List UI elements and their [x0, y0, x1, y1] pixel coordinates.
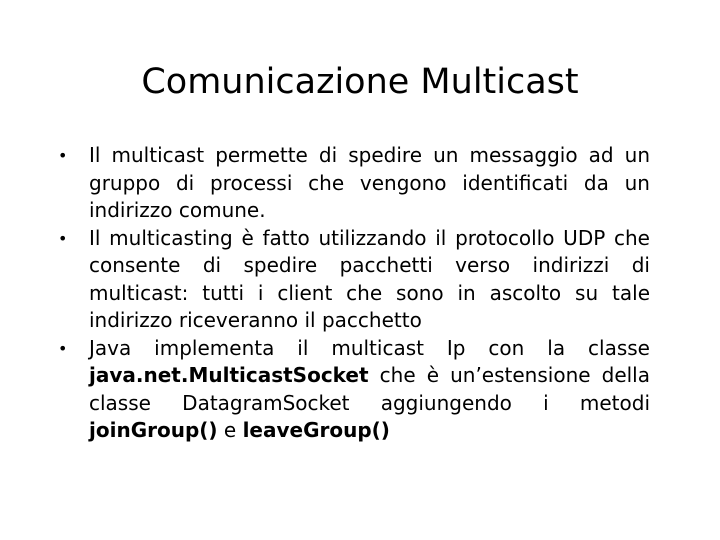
bullet-dot-icon: •: [58, 338, 68, 358]
conjunction: e: [217, 418, 243, 442]
bullet-list: [58, 142, 650, 445]
bullet-text-part1: Java implementa il multicast Ip con la classe: [89, 335, 650, 360]
list-item: [58, 142, 650, 225]
list-item: [58, 225, 650, 335]
bullet-dot-icon: •: [58, 228, 68, 248]
bullet-dot-icon: •: [58, 146, 68, 165]
class-name: java.net.MulticastSocket: [89, 363, 369, 387]
bullet-text: Il multicasting è fatto utilizzando il protocollo UDP che consente di spedire pacchetti verso indirizzi di multicast: tutti i client che sono in ascolto su tale indirizzo riceveranno il pacchetto: [89, 225, 650, 332]
bullet-text-part2: che è un’estensione della classe DatagramSocket aggiungendo i metodi: [89, 363, 650, 415]
bullet-text: Il multicast permette di spedire un messaggio ad un gruppo di processi che vengono identificati da un indirizzo comune.: [89, 143, 650, 222]
list-item: [58, 335, 650, 445]
method-join-group: joinGroup(): [89, 418, 218, 442]
slide-title: Comunicazione Multicast: [141, 62, 579, 102]
method-leave-group: leaveGroup(): [242, 418, 390, 442]
